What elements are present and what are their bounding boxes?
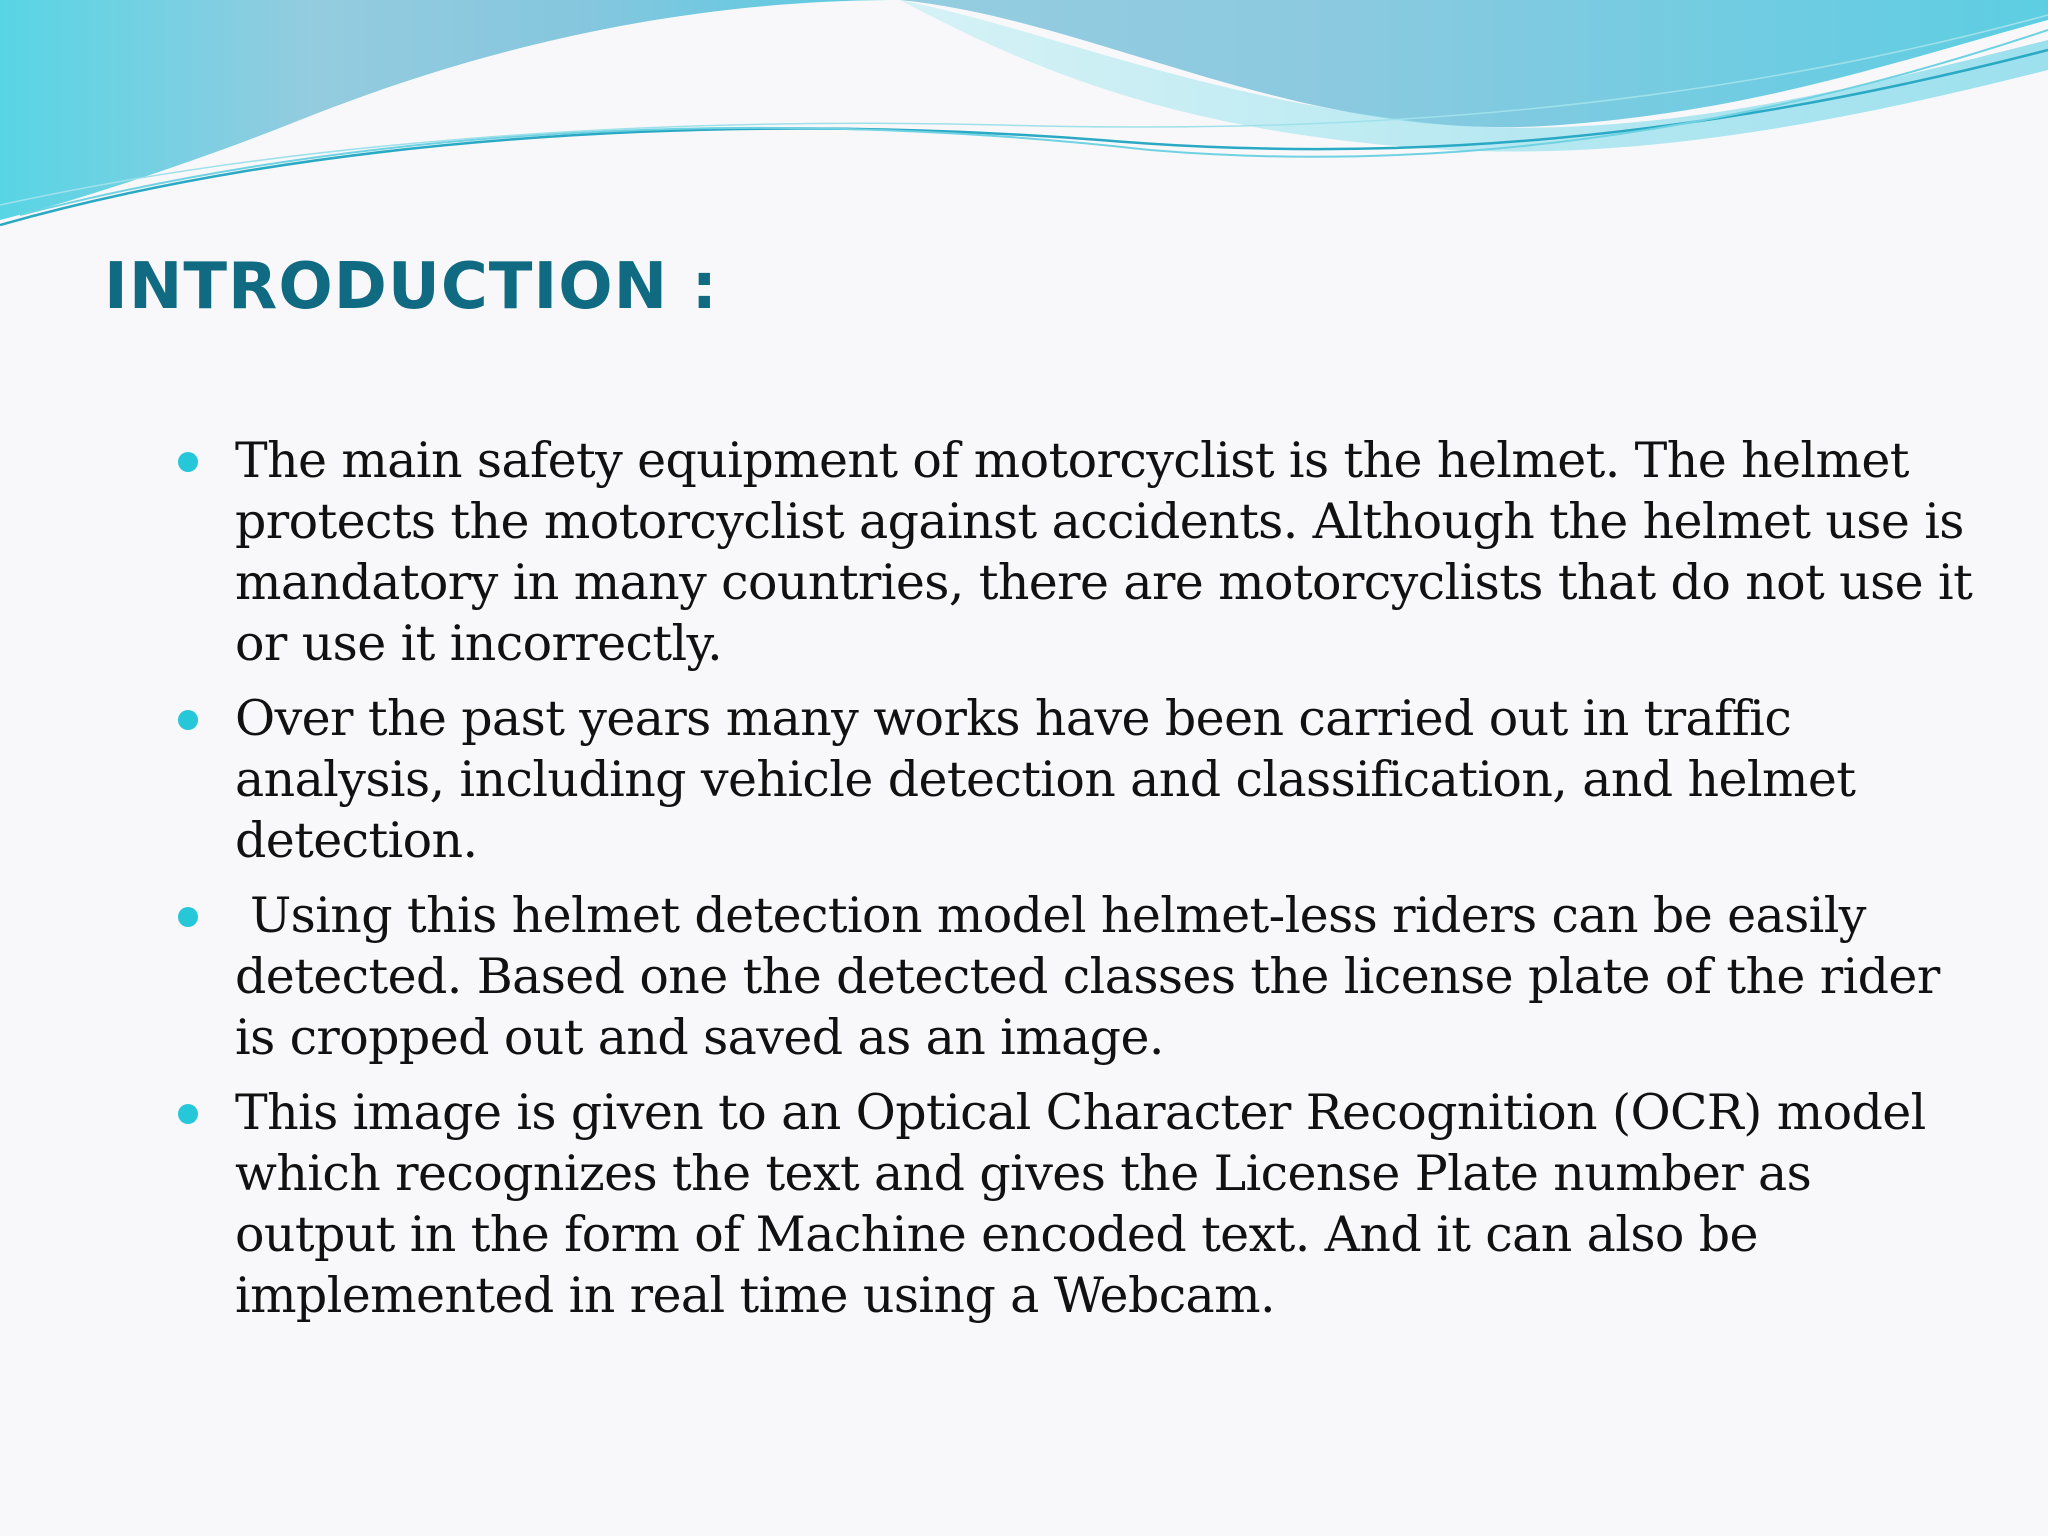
wave-left [0, 0, 900, 220]
bullet-dot-icon [178, 907, 198, 927]
bullet-item [175, 885, 1975, 1068]
bullet-dot-icon [178, 710, 198, 730]
bullet-text: This image is given to an Optical Character Recognition (OCR) model which recognizes the text and gives the License Plate number as output in the form of Machine encoded text. And it can also be implemented in real time using a Webcam. [235, 1084, 1926, 1324]
bullet-item [175, 688, 1975, 871]
bullet-dot-icon [178, 452, 198, 472]
bullet-text: Over the past years many works have been carried out in traffic analysis, including vehicle detection and classification, and helmet detection. [235, 690, 1856, 869]
bullet-text: Using this helmet detection model helmet-less riders can be easily detected. Based one the detected classes the license plate of the rider is cropped out and saved as an image. [235, 887, 1955, 1066]
bullet-item [175, 430, 1975, 674]
bullet-text: The main safety equipment of motorcyclist is the helmet. The helmet protects the motorcyclist against accidents. Although the helmet use is mandatory in many countries, there are motorcyclists that do not use it or use it incorrectly. [235, 432, 1973, 672]
bullet-dot-icon [178, 1104, 198, 1124]
slide-title: INTRODUCTION : [104, 250, 719, 324]
bullet-item [175, 1082, 1975, 1326]
header-wave-decoration [0, 0, 2048, 240]
bullet-list [175, 430, 1975, 1340]
